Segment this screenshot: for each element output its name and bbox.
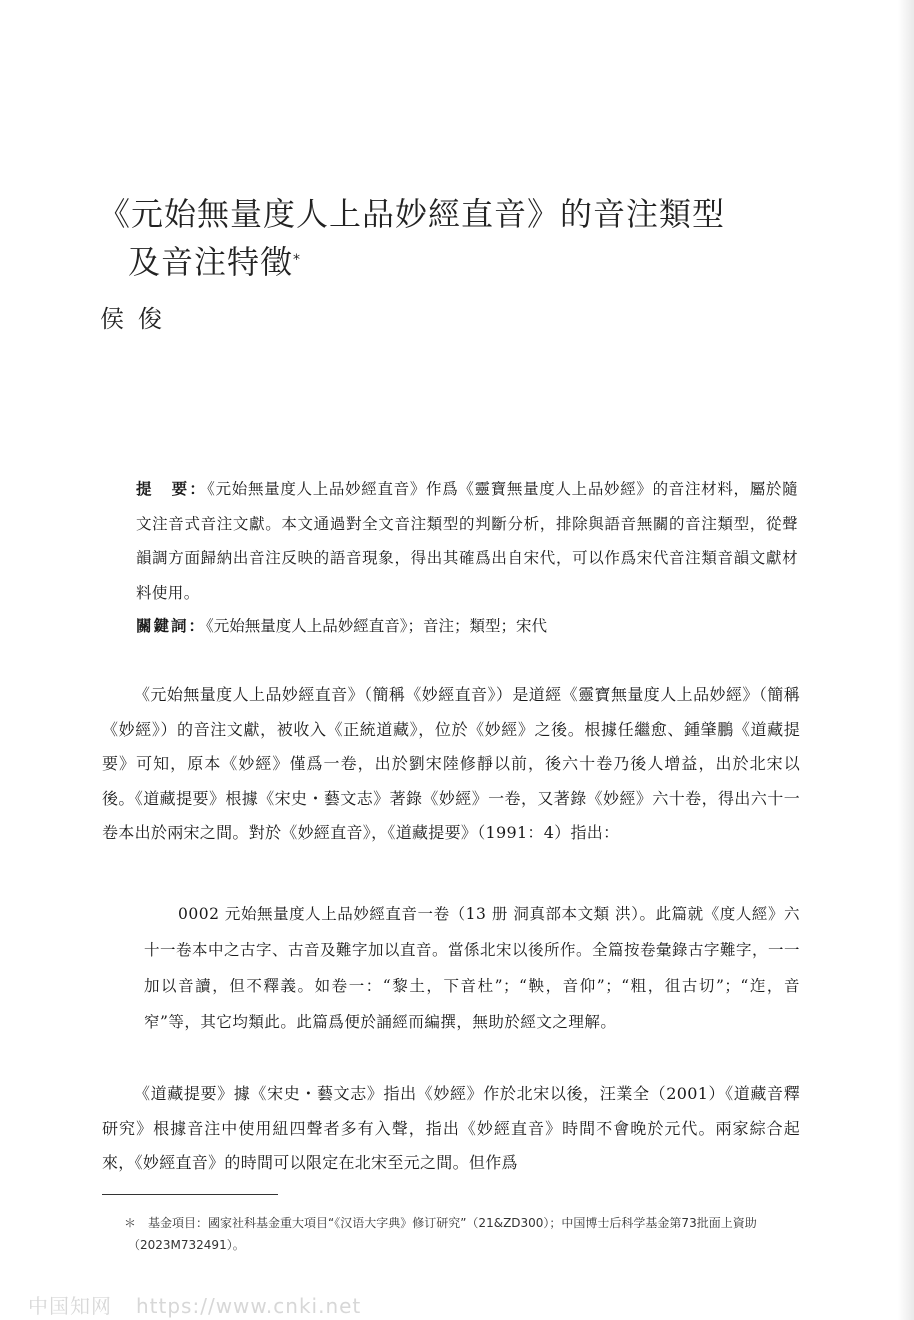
abstract-label: 提 要： xyxy=(136,480,208,498)
watermark-url: https://www.cnki.net xyxy=(136,1294,362,1318)
watermark xyxy=(28,1290,361,1319)
title-line-1: 《元始無量度人上品妙經直音》的音注類型 xyxy=(98,195,726,233)
keywords xyxy=(136,609,798,644)
block-quote: 0002 元始無量度人上品妙經直音一卷（13 册 洞真部本文類 洪）。此篇就《度人經》六十一卷本中之古字、古音及難字加以直音。當係北宋以後所作。全篇按卷彙錄古字難字，一一加以音讀，但不釋義。如卷一：“黎土，下音杜”；“鞅，音仰”；“粗，徂古切”；“迮，音窄”等，其它均類此。此篇爲便於誦經而編撰，無助於經文之理解。 xyxy=(144,905,801,1031)
keywords-text: 《元始無量度人上品妙經直音》；音注；類型；宋代 xyxy=(206,617,548,635)
watermark-brand: 中国知网 xyxy=(28,1294,112,1318)
abstract xyxy=(136,472,798,610)
body-paragraph-2: 《道藏提要》據《宋史・藝文志》指出《妙經》作於北宋以後，汪業全（2001）《道藏音釋研究》根據音注中使用紐四聲者多有入聲，指出《妙經直音》時間不會晚於元代。兩家綜合起來，《妙經直音》的時間可以限定在北宋至元之間。但作爲 xyxy=(102,1084,800,1172)
author-name: 侯俊 xyxy=(100,305,176,333)
page-edge-shadow xyxy=(898,0,914,1320)
keywords-label: 關鍵詞： xyxy=(136,617,207,635)
footnote-marker[interactable]: * xyxy=(293,252,302,268)
title-line-2 xyxy=(98,238,725,286)
abstract-text: 《元始無量度人上品妙經直音》作爲《靈寶無量度人上品妙經》的音注材料，屬於隨文注音式音注文獻。本文通過對全文音注類型的判斷分析，排除與語音無關的音注類型，從聲韻調方面歸納出音注反映的語音現象，得出其確爲出自宋代，可以作爲宋代音注類音韻文獻材料使用。 xyxy=(136,480,798,602)
title-line-2-text: 及音注特徵 xyxy=(128,243,294,281)
body-paragraph-1: 《元始無量度人上品妙經直音》（簡稱《妙經直音》）是道經《靈寶無量度人上品妙經》（簡稱《妙經》）的音注文獻，被收入《正統道藏》，位於《妙經》之後。根據任繼愈、鍾肇鵬《道藏提要》可知，原本《妙經》僅爲一卷，出於劉宋陸修靜以前，後六十卷乃後人增益，出於北宋以後。《道藏提要》根據《宋史・藝文志》著錄《妙經》一卷，又著錄《妙經》六十卷，得出六十一卷本出於兩宋之間。對於《妙經直音》，《道藏提要》（1991：4）指出： xyxy=(102,685,800,842)
footnote: ＊ 基金項目：國家社科基金重大項目“《汉语大字典》修订研究”（21&ZD300）；中国博士后科学基金第73批面上資助（2023M732491）。 xyxy=(124,1216,757,1252)
article-title xyxy=(98,190,725,286)
footnote-divider xyxy=(102,1194,278,1195)
